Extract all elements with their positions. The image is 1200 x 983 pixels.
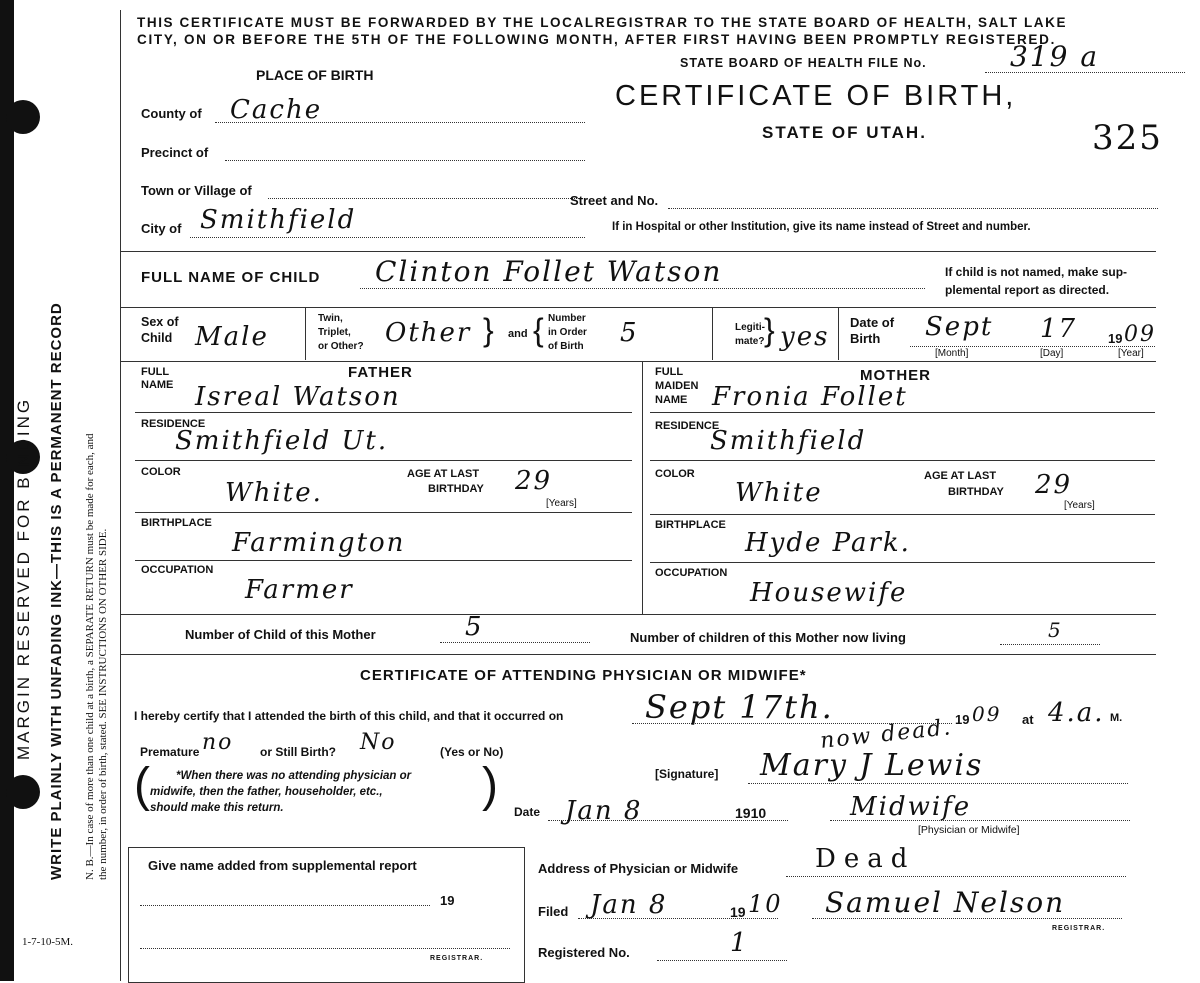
living-number: 5 (1048, 618, 1063, 642)
punch-hole (6, 775, 40, 809)
father-residence: Smithfield Ut. (175, 426, 389, 456)
premature-label: Premature (140, 745, 200, 759)
divider (121, 307, 1156, 308)
street-label: Street and No. (570, 193, 659, 208)
signature-line (748, 783, 1128, 784)
father-age-label-2: BIRTHDAY (428, 483, 484, 495)
parent-divider (642, 361, 643, 614)
sex-label-1: Sex of (141, 315, 179, 329)
mother-full-label-3: NAME (655, 394, 688, 406)
address-line (786, 876, 1126, 877)
dob-year-prefix: 19 (1108, 331, 1123, 346)
date-year: 1910 (735, 805, 767, 821)
mother-residence: Smithfield (710, 426, 867, 456)
divider (650, 514, 1155, 515)
occurred-year-prefix: 19 (955, 712, 970, 727)
father-years-caption: [Years] (546, 498, 577, 509)
mother-color-label: COLOR (655, 468, 695, 480)
child-name-label: FULL NAME OF CHILD (141, 269, 321, 286)
filed-date: Jan 8 (590, 890, 668, 920)
signature-label: [Signature] (655, 767, 719, 781)
sex-value: Male (195, 322, 269, 352)
divider (650, 412, 1155, 413)
mother-age-label-1: AGE AT LAST (924, 470, 997, 482)
mother-birthplace-label: BIRTHPLACE (655, 519, 726, 531)
mother-occupation-label: OCCUPATION (655, 567, 728, 579)
child-name-value: Clinton Follet Watson (375, 255, 723, 288)
certificate-title: CERTIFICATE OF BIRTH, (615, 80, 1017, 112)
city-label: City of (141, 221, 182, 236)
m-label: M. (1110, 712, 1123, 724)
father-birthplace-label: BIRTHPLACE (141, 517, 212, 529)
divider (838, 308, 839, 360)
yes-or-no-label: (Yes or No) (440, 745, 504, 759)
county-value: Cache (230, 95, 323, 125)
margin-note-line1: N. B.—In case of more than one child at a birth, a SEPARATE RETURN must be made for each, and (84, 433, 96, 880)
twin-label-1: Twin, (318, 313, 343, 324)
city-line (190, 237, 585, 238)
divider (121, 654, 1156, 655)
mother-birthplace: Hyde Park. (745, 528, 911, 558)
mother-residence-label: RESIDENCE (655, 420, 720, 432)
stillbirth-label: or Still Birth? (260, 745, 336, 759)
legit-label-2: mate? (735, 336, 765, 347)
father-color: White. (225, 478, 323, 508)
divider (121, 251, 1156, 252)
mother-occupation: Housewife (750, 578, 908, 608)
hospital-note: If in Hospital or other Institution, give its name instead of Street and number. (612, 221, 1031, 233)
bracket-icon: } (764, 312, 775, 348)
stamp-number: 325 (1092, 118, 1163, 158)
divider (712, 308, 713, 360)
father-residence-label: RESIDENCE (141, 418, 206, 430)
unnamed-note-2: plemental report as directed. (945, 283, 1110, 297)
mother-full-label-2: MAIDEN (655, 380, 699, 392)
order-label-1: Number (548, 313, 586, 324)
date-label: Date (514, 805, 541, 819)
divider (135, 560, 632, 561)
mother-age-label-2: BIRTHDAY (948, 486, 1004, 498)
divider (121, 361, 1156, 362)
divider (650, 562, 1155, 563)
margin-note-line2: the number, in order of birth, stated. SEE INSTRUCTIONS ON OTHER SIDE. (97, 528, 109, 880)
and-label: and (508, 328, 528, 340)
mother-heading: MOTHER (860, 367, 931, 384)
form-left-border (120, 10, 121, 981)
precinct-label: Precinct of (141, 145, 209, 160)
margin-ink-text: WRITE PLAINLY WITH UNFADING INK—THIS IS A PERMANENT RECORD (48, 302, 65, 880)
file-label: STATE BOARD OF HEALTH FILE No. (680, 56, 927, 70)
bracket-icon: } (483, 312, 494, 348)
supplemental-registrar: REGISTRAR. (430, 955, 484, 962)
note-2: midwife, then the father, householder, etc., (150, 786, 383, 798)
registrar-signature: Samuel Nelson (825, 886, 1066, 919)
supplemental-sig-line (140, 948, 510, 949)
dead-note: now dead. (819, 715, 954, 754)
order-label-3: of Birth (548, 341, 584, 352)
registered-value: 1 (730, 928, 749, 958)
dob-month: Sept (925, 312, 994, 342)
filed-year: 10 (748, 890, 783, 918)
form-code: 1-7-10-5M. (22, 936, 74, 948)
twin-label-2: Triplet, (318, 327, 351, 338)
bracket-icon: { (533, 312, 544, 348)
birth-time: 4.a. (1048, 698, 1105, 728)
father-occupation-label: OCCUPATION (141, 564, 214, 576)
note-3: should make this return. (150, 802, 284, 814)
physician-heading: CERTIFICATE OF ATTENDING PHYSICIAN OR MIDWIFE* (360, 667, 807, 684)
address-label: Address of Physician or Midwife (538, 861, 739, 876)
punch-hole (6, 100, 40, 134)
twin-label-3: or Other? (318, 341, 364, 352)
date-value: Jan 8 (565, 796, 643, 826)
mother-age: 29 (1035, 470, 1073, 500)
supplemental-heading: Give name added from supplemental report (148, 858, 417, 873)
divider (135, 412, 632, 413)
father-name: Isreal Watson (195, 382, 401, 412)
mother-name: Fronia Follet (712, 382, 908, 412)
precinct-line (225, 160, 585, 161)
filed-label: Filed (538, 904, 569, 919)
father-color-label: COLOR (141, 466, 181, 478)
father-occupation: Farmer (245, 575, 354, 605)
divider (121, 614, 1156, 615)
day-caption: [Day] (1040, 348, 1064, 359)
year-caption: [Year] (1118, 348, 1144, 359)
signature-value: Mary J Lewis (760, 748, 984, 783)
town-line (268, 198, 585, 199)
order-value: 5 (620, 318, 639, 348)
city-value: Smithfield (200, 205, 357, 235)
right-bracket-icon: ) (482, 759, 498, 812)
twin-value: Other (385, 318, 472, 348)
mother-full-label-1: FULL (655, 366, 684, 378)
legit-value: yes (780, 322, 830, 352)
divider (305, 308, 306, 360)
living-line (1000, 644, 1100, 645)
at-label: at (1022, 712, 1034, 727)
occurred-date: Sept 17th. (645, 688, 834, 726)
filed-year-prefix: 19 (730, 904, 746, 920)
father-age: 29 (515, 466, 553, 496)
mother-color: White (735, 478, 823, 508)
dob-label-1: Date of (850, 315, 895, 330)
occurred-year: 09 (972, 702, 1002, 726)
margin-binding-text: MARGIN RESERVED FOR BINDING (14, 396, 33, 760)
town-label: Town or Village of (141, 183, 252, 198)
order-label-2: in Order (548, 327, 587, 338)
dob-day: 17 (1040, 314, 1078, 344)
divider (650, 460, 1155, 461)
stillbirth-value: No (360, 730, 397, 755)
supplemental-year-prefix: 19 (440, 893, 455, 908)
living-label: Number of children of this Mother now living (630, 630, 906, 645)
legit-label-1: Legiti- (735, 322, 765, 333)
dob-label-2: Birth (850, 331, 881, 346)
father-heading: FATHER (348, 364, 413, 381)
premature-value: no (202, 730, 234, 755)
child-name-line (360, 288, 925, 289)
child-number-label: Number of Child of this Mother (185, 627, 376, 642)
place-heading: PLACE OF BIRTH (256, 67, 374, 83)
header-line2: CITY, ON OR BEFORE THE 5TH OF THE FOLLOWING MONTH, AFTER FIRST HAVING BEEN PROMPTLY REGISTERED. (137, 32, 1057, 47)
scan-edge (0, 0, 14, 981)
divider (135, 460, 632, 461)
child-number: 5 (465, 612, 484, 642)
registrar-label: REGISTRAR. (1052, 925, 1106, 932)
left-bracket-icon: ( (134, 759, 150, 812)
title-value: Midwife (850, 792, 972, 822)
supplemental-line (140, 905, 430, 906)
father-age-label-1: AGE AT LAST (407, 468, 480, 480)
certificate-subtitle: STATE OF UTAH. (762, 123, 927, 142)
county-label: County of (141, 106, 202, 121)
title-caption: [Physician or Midwife] (918, 824, 1020, 836)
sex-label-2: Child (141, 331, 173, 345)
father-full-label-2: NAME (141, 379, 174, 391)
divider (135, 512, 632, 513)
mother-years-caption: [Years] (1064, 500, 1095, 511)
dob-year: 09 (1124, 322, 1156, 347)
street-line (668, 208, 1158, 209)
certify-text: I hereby certify that I attended the birth of this child, and that it occurred on (134, 709, 564, 723)
address-value: Dead (815, 844, 916, 874)
note-1: *When there was no attending physician or (176, 770, 412, 782)
father-birthplace: Farmington (232, 528, 406, 558)
month-caption: [Month] (935, 348, 969, 359)
file-number: 319 a (1010, 40, 1100, 73)
child-number-line (440, 642, 590, 643)
father-full-label-1: FULL (141, 366, 170, 378)
unnamed-note-1: If child is not named, make sup- (945, 265, 1128, 279)
header-line1: THIS CERTIFICATE MUST BE FORWARDED BY THE LOCALREGISTRAR TO THE STATE BOARD OF HEALTH, SALT LAKE (137, 15, 1068, 30)
registered-label: Registered No. (538, 945, 630, 960)
registered-line (657, 960, 787, 961)
